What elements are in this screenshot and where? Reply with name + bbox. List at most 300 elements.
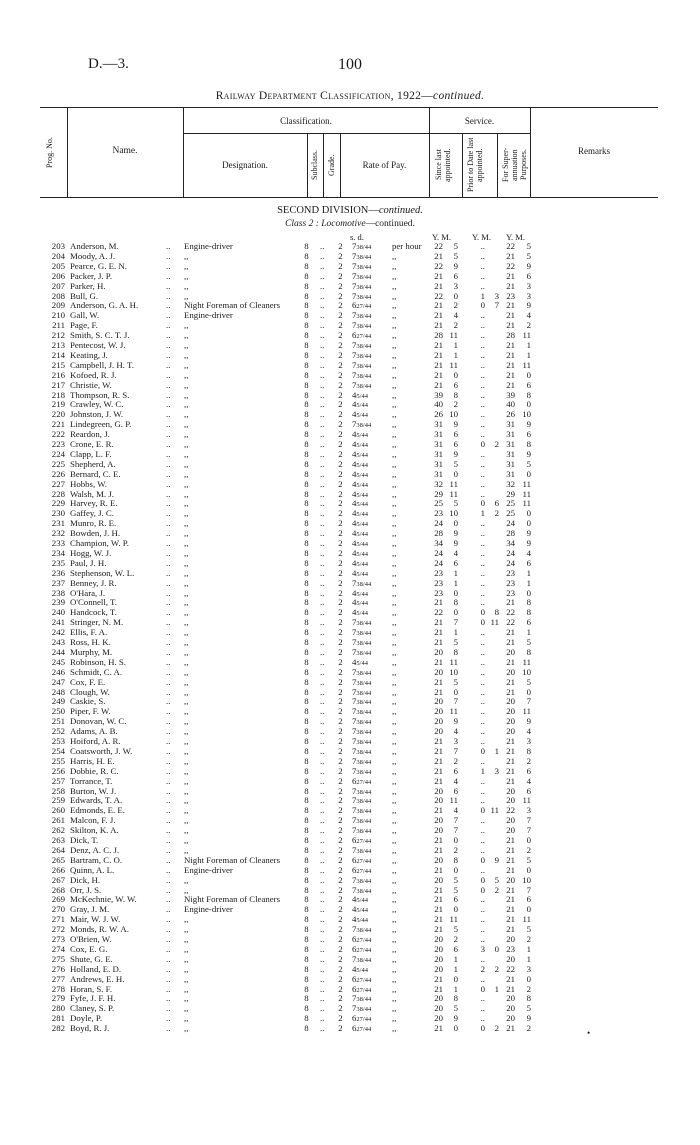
name-cell: Benney, J. R. bbox=[70, 578, 117, 588]
total-years-cell: 22 bbox=[506, 241, 515, 251]
rate-unit-cell: ,, bbox=[392, 953, 397, 964]
table-row bbox=[0, 688, 700, 698]
grade-cell: 2 bbox=[338, 815, 343, 826]
prior-years-cell: .. bbox=[480, 379, 485, 390]
table-row bbox=[0, 440, 700, 450]
prior-years-cell: .. bbox=[480, 538, 485, 548]
leader-dots: .. bbox=[166, 488, 171, 499]
prog-no-cell: 231 bbox=[51, 518, 65, 529]
designation-cell: ,, bbox=[184, 558, 189, 568]
grade-cell: 2 bbox=[338, 993, 343, 1004]
grade-cell: 2 bbox=[338, 656, 343, 667]
name-cell: McKechnie, W. W. bbox=[70, 895, 137, 905]
name-cell: Skilton, K. A. bbox=[70, 826, 119, 836]
leader-dots: .. bbox=[166, 260, 171, 271]
designation-cell: ,, bbox=[184, 321, 189, 331]
subclass-cell: 8 bbox=[304, 280, 309, 291]
name-cell: O'Connell, T. bbox=[70, 598, 117, 608]
since-months-cell: 0 bbox=[453, 587, 458, 598]
grade-cell: 2 bbox=[338, 716, 343, 727]
total-months-cell: 1 bbox=[526, 349, 531, 360]
subclass-cell: 8 bbox=[304, 854, 309, 865]
prior-years-cell: 0 bbox=[480, 617, 485, 628]
rate-fraction: 38/44 bbox=[356, 313, 372, 321]
name-cell: Piper, F. W. bbox=[70, 707, 111, 717]
rate-fraction: 38/44 bbox=[356, 927, 372, 935]
since-months-cell: 1 bbox=[453, 627, 458, 638]
prior-years-cell: .. bbox=[480, 310, 485, 321]
rate-unit-cell: ,, bbox=[392, 646, 397, 657]
leader-dots: .. bbox=[320, 716, 325, 727]
subclass-cell: 8 bbox=[304, 795, 309, 806]
since-years-cell: 21 bbox=[434, 924, 443, 935]
subclass-cell: 8 bbox=[304, 755, 309, 766]
class-label: Class 2 : bbox=[285, 219, 322, 229]
since-years-cell: 21 bbox=[434, 686, 443, 697]
name-cell: Champion, W. P. bbox=[70, 539, 129, 548]
name-cell: Shute, G. E. bbox=[70, 954, 113, 964]
name-cell: Stringer, N. M. bbox=[70, 618, 124, 628]
rate-fraction: 5/44 bbox=[356, 461, 368, 469]
rate-unit-cell: ,, bbox=[392, 409, 397, 420]
prior-years-cell: 0 bbox=[480, 439, 485, 449]
header-rate: Rate of Pay. bbox=[362, 160, 407, 170]
name-cell: Clapp, L. F. bbox=[70, 449, 112, 459]
leader-dots: .. bbox=[320, 617, 325, 628]
name-cell: Doyle, P. bbox=[70, 1014, 103, 1024]
since-months-cell: 0 bbox=[453, 369, 458, 380]
leader-dots: .. bbox=[166, 557, 171, 568]
leader-dots: .. bbox=[166, 755, 171, 766]
leader-dots: .. bbox=[320, 310, 325, 321]
designation-cell: ,, bbox=[184, 638, 189, 647]
subclass-cell: 8 bbox=[304, 528, 309, 539]
name-cell: Crone, E. R. bbox=[70, 440, 114, 449]
leader-dots: .. bbox=[320, 250, 325, 261]
leader-dots: .. bbox=[320, 508, 325, 519]
leader-dots: .. bbox=[320, 270, 325, 281]
table-row bbox=[0, 935, 700, 945]
designation-cell: ,, bbox=[184, 440, 189, 449]
name-cell: Moody, A. J. bbox=[70, 251, 116, 261]
grade-cell: 2 bbox=[338, 736, 343, 746]
subclass-cell: 8 bbox=[304, 597, 309, 608]
rate-fraction: 38/44 bbox=[356, 768, 372, 776]
name-cell: Parker, H. bbox=[70, 281, 106, 291]
leader-dots: .. bbox=[320, 419, 325, 430]
since-years-cell: 20 bbox=[434, 726, 443, 737]
table-row bbox=[0, 480, 700, 490]
prog-no-cell: 215 bbox=[51, 359, 65, 370]
prog-no-cell: 252 bbox=[51, 726, 65, 737]
leader-dots: .. bbox=[166, 785, 171, 796]
rate-fraction: 38/44 bbox=[356, 689, 372, 697]
total-years-cell: 21 bbox=[506, 973, 515, 984]
since-years-cell: 25 bbox=[434, 498, 443, 509]
total-months-cell: 6 bbox=[526, 785, 531, 796]
prior-years-cell: .. bbox=[480, 914, 485, 925]
grade-cell: 2 bbox=[338, 330, 343, 341]
subclass-cell: 8 bbox=[304, 716, 309, 727]
subclass-cell: 8 bbox=[304, 577, 309, 588]
rate-unit-cell: ,, bbox=[392, 369, 397, 380]
prog-no-cell: 277 bbox=[51, 973, 65, 984]
leader-dots: .. bbox=[320, 924, 325, 935]
since-months-cell: 4 bbox=[453, 726, 458, 737]
name-cell: Lindegreen, G. P. bbox=[70, 420, 132, 430]
leader-dots: .. bbox=[320, 825, 325, 836]
prog-no-cell: 251 bbox=[51, 716, 65, 727]
col-rule-designation bbox=[307, 133, 308, 197]
total-years-cell: 21 bbox=[506, 627, 515, 638]
table-row bbox=[0, 559, 700, 569]
prior-years-cell: 1 bbox=[480, 290, 485, 301]
total-years-cell: 23 bbox=[506, 290, 515, 301]
table-row bbox=[0, 460, 700, 470]
designation-cell: ,, bbox=[184, 667, 189, 677]
designation-cell: ,, bbox=[184, 350, 189, 360]
prior-years-cell: .. bbox=[480, 666, 485, 677]
total-years-cell: 21 bbox=[506, 250, 515, 261]
designation-cell: ,, bbox=[184, 509, 189, 519]
since-months-cell: 4 bbox=[453, 310, 458, 321]
rate-pence: 7 bbox=[352, 805, 357, 816]
since-years-cell: 20 bbox=[434, 825, 443, 836]
subclass-cell: 8 bbox=[304, 389, 309, 400]
leader-dots: .. bbox=[320, 884, 325, 895]
subclass-cell: 8 bbox=[304, 439, 309, 449]
rate-unit-cell: ,, bbox=[392, 825, 397, 836]
name-cell: Malcon, F. J. bbox=[70, 816, 116, 826]
since-years-cell: 20 bbox=[434, 993, 443, 1004]
unit-ym-since: Y. M. bbox=[432, 232, 451, 242]
rate-fraction: 38/44 bbox=[356, 649, 372, 657]
name-cell: Bernard, C. E. bbox=[70, 469, 121, 479]
rate-pence: 7 bbox=[352, 884, 357, 895]
name-cell: Page, F. bbox=[70, 321, 98, 331]
total-years-cell: 20 bbox=[506, 795, 515, 806]
rate-pence: 4 bbox=[352, 468, 357, 479]
subclass-cell: 8 bbox=[304, 983, 309, 994]
subclass-cell: 8 bbox=[304, 884, 309, 895]
leader-dots: .. bbox=[166, 904, 171, 915]
prior-years-cell: .. bbox=[480, 389, 485, 400]
rate-unit-cell: ,, bbox=[392, 637, 397, 647]
prog-no-cell: 282 bbox=[51, 1023, 65, 1034]
name-cell: Mair, W. J. W. bbox=[70, 915, 121, 925]
designation-cell: Night Foreman of Cleaners bbox=[184, 301, 281, 311]
name-cell: Quinn, A. L. bbox=[70, 865, 115, 875]
subclass-cell: 8 bbox=[304, 478, 309, 489]
grade-cell: 2 bbox=[338, 844, 343, 855]
leader-dots: .. bbox=[320, 805, 325, 816]
since-months-cell: 11 bbox=[449, 488, 458, 499]
prog-no-cell: 256 bbox=[51, 765, 65, 776]
table-row bbox=[0, 826, 700, 836]
leader-dots: .. bbox=[320, 627, 325, 638]
subclass-cell: 8 bbox=[304, 320, 309, 331]
since-months-cell: 0 bbox=[453, 686, 458, 697]
leader-dots: .. bbox=[320, 973, 325, 984]
rate-fraction: 38/44 bbox=[356, 263, 372, 271]
since-years-cell: 31 bbox=[434, 468, 443, 479]
leader-dots: .. bbox=[166, 429, 171, 440]
rate-fraction: 27/44 bbox=[356, 1026, 372, 1034]
prior-months-cell: 6 bbox=[494, 498, 499, 509]
rate-pence: 7 bbox=[352, 1003, 357, 1014]
prior-years-cell: .. bbox=[480, 399, 485, 410]
since-months-cell: 2 bbox=[453, 934, 458, 944]
total-months-cell: 9 bbox=[526, 538, 531, 548]
total-years-cell: 21 bbox=[506, 755, 515, 766]
col-rule-subclass bbox=[323, 133, 324, 197]
leader-dots: .. bbox=[166, 270, 171, 281]
rate-unit-cell: ,, bbox=[392, 963, 397, 974]
leader-dots: .. bbox=[166, 349, 171, 360]
since-years-cell: 21 bbox=[434, 617, 443, 628]
table-row bbox=[0, 490, 700, 500]
rate-pence: 4 bbox=[352, 547, 357, 558]
total-months-cell: 6 bbox=[526, 379, 531, 390]
rate-unit-cell: ,, bbox=[392, 270, 397, 281]
total-months-cell: 11 bbox=[522, 795, 531, 806]
subclass-cell: 8 bbox=[304, 894, 309, 905]
leader-dots: .. bbox=[320, 538, 325, 548]
leader-dots: .. bbox=[166, 617, 171, 628]
name-cell: Christie, W. bbox=[70, 380, 112, 390]
rate-unit-cell: ,, bbox=[392, 359, 397, 370]
designation-cell: ,, bbox=[184, 360, 189, 370]
prior-months-cell: 11 bbox=[490, 805, 499, 816]
since-months-cell: 7 bbox=[453, 815, 458, 826]
rate-pence: 7 bbox=[352, 874, 357, 885]
name-cell: Bartram, C. O. bbox=[70, 855, 123, 865]
prog-no-cell: 250 bbox=[51, 706, 65, 717]
rate-pence: 4 bbox=[352, 567, 357, 578]
rate-pence: 7 bbox=[352, 359, 357, 370]
leader-dots: .. bbox=[166, 736, 171, 746]
designation-cell: ,, bbox=[184, 885, 189, 895]
leader-dots: .. bbox=[320, 528, 325, 539]
rate-unit-cell: ,, bbox=[392, 577, 397, 588]
prior-months-cell: 2 bbox=[494, 1023, 499, 1034]
leader-dots: .. bbox=[320, 547, 325, 558]
rate-pence: 6 bbox=[352, 943, 357, 954]
since-years-cell: 20 bbox=[434, 706, 443, 717]
name-cell: Ross, H. K. bbox=[70, 638, 111, 647]
prior-years-cell: 2 bbox=[480, 963, 485, 974]
leader-dots: .. bbox=[320, 468, 325, 479]
rate-pence: 7 bbox=[352, 825, 357, 836]
since-months-cell: 5 bbox=[453, 241, 458, 251]
prog-no-cell: 221 bbox=[51, 419, 65, 430]
prior-months-cell: 8 bbox=[494, 607, 499, 618]
subclass-cell: 8 bbox=[304, 696, 309, 707]
designation-cell: ,, bbox=[184, 261, 189, 271]
prior-years-cell: .. bbox=[480, 726, 485, 737]
prior-months-cell: 2 bbox=[494, 508, 499, 519]
since-months-cell: 4 bbox=[453, 805, 458, 816]
since-years-cell: 21 bbox=[434, 250, 443, 261]
leader-dots: .. bbox=[320, 369, 325, 380]
rate-pence: 6 bbox=[352, 983, 357, 994]
rate-pence: 7 bbox=[352, 369, 357, 380]
rate-fraction: 5/44 bbox=[356, 451, 368, 459]
leader-dots: .. bbox=[166, 637, 171, 647]
rate-pence: 7 bbox=[352, 666, 357, 677]
leader-dots: .. bbox=[320, 379, 325, 390]
leader-dots: .. bbox=[166, 696, 171, 707]
since-years-cell: 24 bbox=[434, 547, 443, 558]
rate-pence: 4 bbox=[352, 607, 357, 618]
total-years-cell: 21 bbox=[506, 904, 515, 915]
since-years-cell: 20 bbox=[434, 646, 443, 657]
prog-no-cell: 276 bbox=[51, 963, 65, 974]
total-months-cell: 7 bbox=[526, 815, 531, 826]
prior-years-cell: 0 bbox=[480, 300, 485, 311]
prior-years-cell: 0 bbox=[480, 498, 485, 509]
grade-cell: 2 bbox=[338, 765, 343, 776]
rate-unit-cell: ,, bbox=[392, 448, 397, 459]
grade-cell: 2 bbox=[338, 439, 343, 449]
grade-cell: 2 bbox=[338, 567, 343, 578]
subclass-cell: 8 bbox=[304, 736, 309, 746]
table-row bbox=[0, 618, 700, 628]
total-months-cell: 9 bbox=[526, 1013, 531, 1024]
title-year: , 1922— bbox=[390, 90, 434, 102]
rate-pence: 7 bbox=[352, 765, 357, 776]
prog-no-cell: 267 bbox=[51, 874, 65, 885]
rate-pence: 7 bbox=[352, 260, 357, 271]
rate-unit-cell: ,, bbox=[392, 1003, 397, 1014]
name-cell: Gray, J. M. bbox=[70, 905, 110, 915]
since-months-cell: 10 bbox=[449, 409, 458, 420]
table-row bbox=[0, 628, 700, 638]
prior-years-cell: .. bbox=[480, 646, 485, 657]
prior-years-cell: .. bbox=[480, 1003, 485, 1014]
grade-cell: 2 bbox=[338, 627, 343, 638]
designation-cell: ,, bbox=[184, 578, 189, 588]
table-row bbox=[0, 727, 700, 737]
since-years-cell: 20 bbox=[434, 716, 443, 727]
prog-no-cell: 235 bbox=[51, 557, 65, 568]
prog-no-cell: 269 bbox=[51, 894, 65, 905]
rate-pence: 6 bbox=[352, 1013, 357, 1024]
total-years-cell: 20 bbox=[506, 1013, 515, 1024]
designation-cell: ,, bbox=[184, 697, 189, 707]
since-months-cell: 7 bbox=[453, 617, 458, 628]
prog-no-cell: 222 bbox=[51, 429, 65, 440]
rate-pence: 6 bbox=[352, 330, 357, 341]
total-years-cell: 31 bbox=[506, 458, 515, 469]
subclass-cell: 8 bbox=[304, 775, 309, 786]
header-remarks: Remarks bbox=[578, 146, 610, 156]
rate-unit-cell: ,, bbox=[392, 864, 397, 875]
title-main: Railway Department Classification bbox=[215, 90, 391, 102]
rate-unit-cell: ,, bbox=[392, 805, 397, 816]
leader-dots: .. bbox=[320, 676, 325, 687]
total-months-cell: 11 bbox=[522, 498, 531, 509]
total-years-cell: 40 bbox=[506, 399, 515, 410]
table-row bbox=[0, 252, 700, 262]
leader-dots: .. bbox=[166, 597, 171, 608]
since-years-cell: 20 bbox=[434, 943, 443, 954]
name-cell: Anderson, G. A. H. bbox=[70, 301, 139, 311]
table-row bbox=[0, 529, 700, 539]
rate-pence: 7 bbox=[352, 815, 357, 826]
class-name: Locomotive bbox=[321, 219, 366, 229]
designation-cell: Night Foreman of Cleaners bbox=[184, 895, 281, 905]
since-months-cell: 0 bbox=[453, 468, 458, 479]
rate-fraction: 5/44 bbox=[356, 897, 368, 905]
total-years-cell: 21 bbox=[506, 676, 515, 687]
leader-dots: .. bbox=[166, 775, 171, 786]
since-years-cell: 20 bbox=[434, 854, 443, 865]
table-row bbox=[0, 678, 700, 688]
since-months-cell: 0 bbox=[453, 973, 458, 984]
total-months-cell: 1 bbox=[526, 627, 531, 638]
header-top-rule bbox=[40, 107, 658, 108]
total-years-cell: 20 bbox=[506, 1003, 515, 1014]
table-row bbox=[0, 331, 700, 341]
total-years-cell: 25 bbox=[506, 498, 515, 509]
table-row bbox=[0, 767, 700, 777]
prior-years-cell: 0 bbox=[480, 607, 485, 618]
total-months-cell: 11 bbox=[522, 656, 531, 667]
leader-dots: .. bbox=[320, 478, 325, 489]
leader-dots: .. bbox=[166, 250, 171, 261]
prior-years-cell: 3 bbox=[480, 943, 485, 954]
since-months-cell: 6 bbox=[453, 557, 458, 568]
grade-cell: 2 bbox=[338, 745, 343, 756]
leader-dots: .. bbox=[320, 597, 325, 608]
total-months-cell: 5 bbox=[526, 1003, 531, 1014]
division-label: SECOND DIVISION— bbox=[277, 205, 379, 216]
prior-years-cell: 0 bbox=[480, 1023, 485, 1034]
name-cell: Crawley, W. C. bbox=[70, 400, 124, 410]
leader-dots: .. bbox=[166, 745, 171, 756]
rate-fraction: 5/44 bbox=[356, 412, 368, 420]
leader-dots: .. bbox=[166, 508, 171, 519]
rate-unit-cell: ,, bbox=[392, 389, 397, 400]
leader-dots: .. bbox=[166, 399, 171, 410]
name-cell: Horan, S. F. bbox=[70, 984, 113, 994]
grade-cell: 2 bbox=[338, 429, 343, 440]
table-row bbox=[0, 806, 700, 816]
designation-cell: ,, bbox=[184, 915, 189, 925]
prog-no-cell: 257 bbox=[51, 775, 65, 786]
designation-cell: ,, bbox=[184, 707, 189, 717]
total-months-cell: 11 bbox=[522, 706, 531, 717]
total-years-cell: 23 bbox=[506, 587, 515, 598]
table-row bbox=[0, 905, 700, 915]
name-cell: Harris, H. E. bbox=[70, 756, 115, 766]
leader-dots: .. bbox=[166, 706, 171, 717]
rate-unit-cell: ,, bbox=[392, 835, 397, 845]
total-months-cell: 3 bbox=[526, 736, 531, 746]
leader-dots: .. bbox=[320, 577, 325, 588]
name-cell: Bull, G. bbox=[70, 291, 99, 301]
total-months-cell: 2 bbox=[526, 1023, 531, 1034]
subclass-cell: 8 bbox=[304, 419, 309, 430]
designation-cell: ,, bbox=[184, 291, 189, 301]
total-months-cell: 5 bbox=[526, 637, 531, 647]
rate-pence: 4 bbox=[352, 914, 357, 925]
leader-dots: .. bbox=[166, 498, 171, 509]
rate-unit-cell: ,, bbox=[392, 943, 397, 954]
prior-years-cell: .. bbox=[480, 577, 485, 588]
total-months-cell: 4 bbox=[526, 310, 531, 321]
